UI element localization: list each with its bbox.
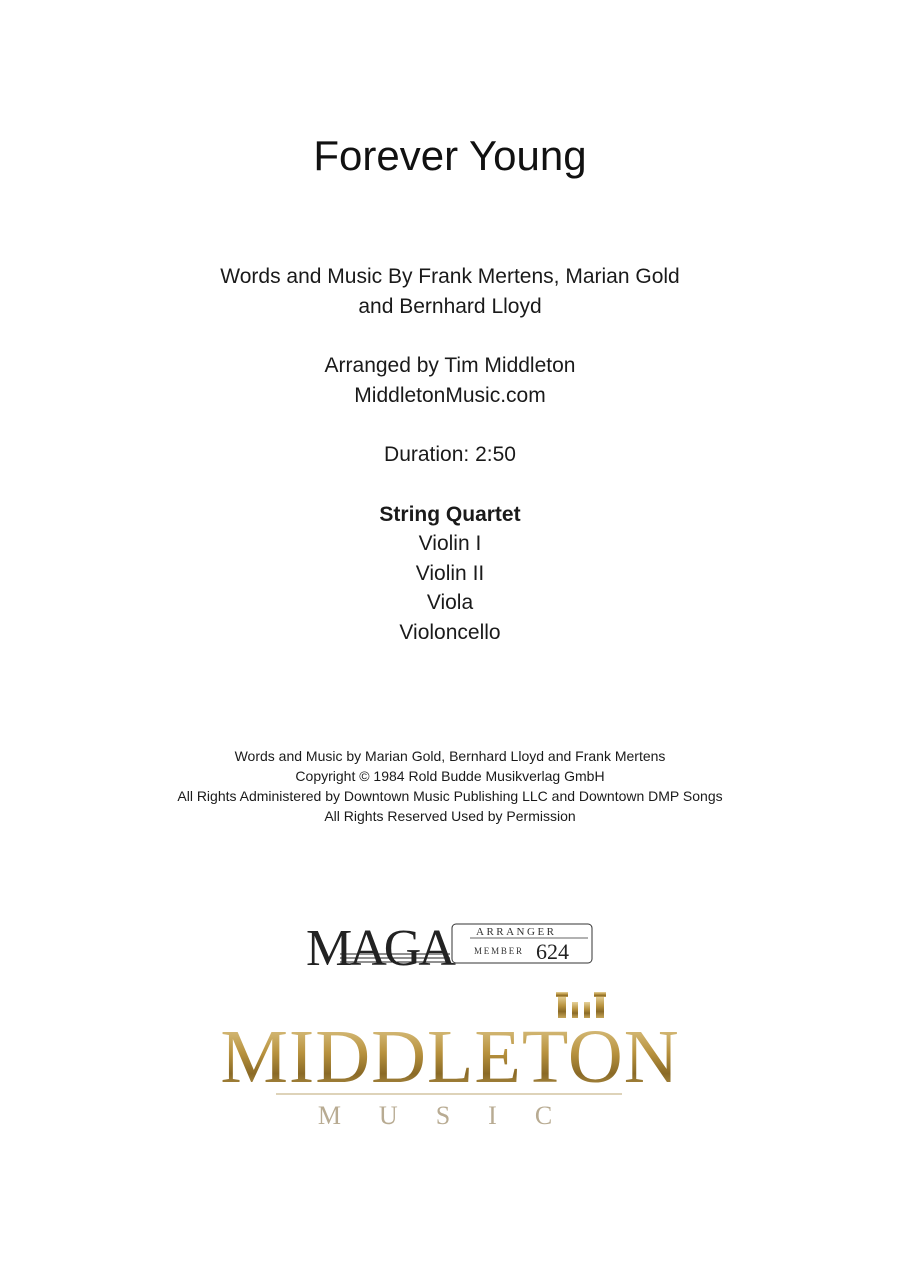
ensemble-heading: String Quartet bbox=[379, 503, 521, 526]
arranger-line: Arranged by Tim Middleton bbox=[324, 354, 576, 377]
middleton-subtitle: MUSIC bbox=[317, 1101, 591, 1130]
page-title: Forever Young bbox=[313, 132, 587, 179]
instrument-item: Violin II bbox=[415, 562, 485, 585]
middleton-music-logo bbox=[0, 990, 900, 1130]
arranger-website: MiddletonMusic.com bbox=[354, 384, 546, 407]
copyright-line: All Rights Administered by Downtown Music Publishing LLC and Downtown DMP Songs bbox=[177, 788, 723, 804]
copyright-line: Words and Music by Marian Gold, Bernhard Lloyd and Frank Mertens bbox=[234, 748, 666, 764]
copyright-line: All Rights Reserved Used by Permission bbox=[324, 808, 576, 824]
middleton-wordmark: MIDDLETON bbox=[220, 1015, 680, 1099]
instrument-item: Violoncello bbox=[399, 621, 501, 644]
writers-line-1: Words and Music By Frank Mertens, Marian Gold bbox=[220, 265, 680, 288]
maga-member-label: MEMBER bbox=[474, 946, 524, 956]
writers-line-2: and Bernhard Lloyd bbox=[358, 295, 542, 318]
maga-logo bbox=[0, 918, 900, 974]
maga-wordmark: MAGA bbox=[306, 920, 453, 974]
maga-member-number: 624 bbox=[536, 939, 569, 964]
instrument-item: Viola bbox=[426, 591, 474, 614]
instrument-item: Violin I bbox=[418, 532, 482, 555]
maga-role-label: ARRANGER bbox=[476, 926, 557, 938]
copyright-line: Copyright © 1984 Rold Budde Musikverlag GmbH bbox=[295, 768, 605, 784]
duration: Duration: 2:50 bbox=[384, 443, 516, 466]
